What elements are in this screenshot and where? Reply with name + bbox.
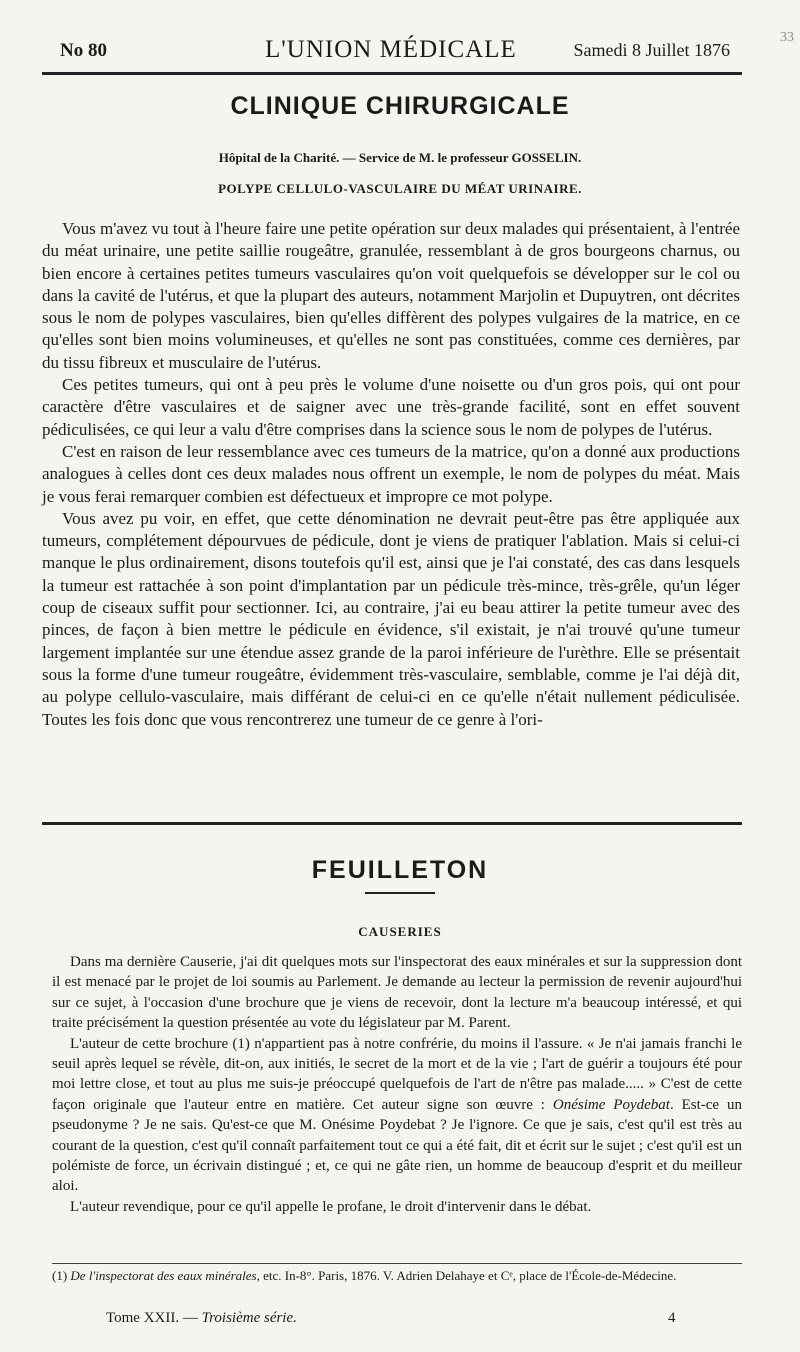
issue-number: No 80: [60, 40, 107, 61]
causeries-heading: CAUSERIES: [358, 924, 442, 939]
article-paragraph: Vous avez pu voir, en effet, que cette dénomination ne devrait peut-être pas être appliquée aux tumeurs, complétement dépourvues de pédicule, dont je viens de pratiquer l'ablation. Mais si celui-ci manque le plus ordinairement, disons toutefois qu'il est, ainsi que je l'ai constaté, des cas dans lesquels la tumeur est rattachée à son point d'implantation par un pédicule très-mince, très-grêle, qu'un léger coup de ciseaux suffit pour sectionner. Ici, au contraire, j'ai eu beau attirer la petite tumeur avec des pinces, de façon à bien mettre le pédicule en évidence, s'il existait, je n'ai trouvé qu'une tumeur largement implantée sur une étendue assez grande de la paroi inférieure de l'urèthre. Elle se présentait sous la forme d'une tumeur rougeâtre, évidemment très-vasculaire, semblable, comme je l'ai déjà dit, au polype cellulo-vasculaire, mais différant de celui-ci en ce qu'elle n'était nullement pédiculisée. Toutes les fois donc que vous rencontrerez une tumeur de ce genre à l'ori-: [42, 508, 740, 729]
feuilleton-paragraph: Dans ma dernière Causerie, j'ai dit quelques mots sur l'inspectorat des eaux minérales et sur la suppression dont il est menacé par le projet de loi soumis au Parlement. Je demande au lecteur la permission de revenir aujourd'hui sur ce sujet, à l'occasion d'une brochure que je viens de recevoir, dont la lecture m'a beaucoup intéressé, et qui traite précisément la question présentée au vote du législateur par M. Parent.: [52, 954, 742, 1032]
article-paragraph: Ces petites tumeurs, qui ont à peu près le volume d'une noisette ou d'un gros pois, qui ont pour caractère d'être vasculaires et de saigner avec une très-grande facilité, sont en effet souvent pédiculisées, ce qui leur a valu d'être comprises dans la science sous le nom de polypes de l'utérus.: [42, 375, 740, 439]
footnote-rule: [52, 1263, 742, 1264]
series-label: Troisième série.: [201, 1310, 297, 1326]
clinique-title: CLINIQUE CHIRURGICALE: [230, 92, 570, 120]
volume-label: Tome XXII. —: [106, 1310, 202, 1326]
article-paragraph: C'est en raison de leur ressemblance avec ces tumeurs de la matrice, qu'on a donné aux productions analogues à celles dont ces deux malades nous offrent un exemple, le nom de polypes du méat. Mais je vous ferai remarquer combien est défectueux et impropre ce mot polype.: [42, 441, 740, 506]
feuilleton-rule: [42, 822, 742, 825]
corner-page-number: 33: [780, 30, 794, 45]
footnote: [52, 1268, 742, 1284]
header-rule: [42, 72, 742, 75]
footnote-marker: (1): [52, 1268, 68, 1283]
issue-date: Samedi 8 Juillet 1876: [573, 40, 730, 60]
feuilleton-paragraph: [52, 1034, 742, 1197]
footnote-title: De l'inspectorat des eaux minérales: [70, 1268, 257, 1283]
page-footer: [106, 1310, 706, 1327]
author-name: Onésime Poydebat: [552, 1096, 670, 1113]
feuilleton-title: FEUILLETON: [311, 856, 489, 884]
title-underline: [365, 892, 435, 894]
sheet-number: 4: [668, 1310, 676, 1326]
feuilleton-paragraph: L'auteur revendique, pour ce qu'il appelle le profane, le droit d'intervenir dans le débat.: [70, 1198, 592, 1215]
paragraph-text: L'auteur de cette brochure (1) n'appartient pas à notre confrérie, du moins il l'assure. « Je n'ai jamais franchi le seuil après lequel se révèle, dit-on, aux initiés, le secret de la mort et de la vie ; l'art de guérir a toujours été pour moi lettre close, et tout au plus me suis-je préoccupé quelquefois de l'art de n'être pas malade..... » C'est de cette façon originale que l'auteur entre en matière. Cet auteur signe son œuvre :: [52, 1035, 742, 1113]
clinique-article: [42, 218, 740, 731]
journal-title: L'UNION MÉDICALE: [265, 36, 517, 63]
article-paragraph: Vous m'avez vu tout à l'heure faire une petite opération sur deux malades qui présentaient, à l'entrée du méat urinaire, une petite saillie rougeâtre, granulée, ressemblant à de gros bourgeons charnus, ou bien encore à certaines petites tumeurs vasculaires qu'on voit quelquefois se développer sur le col ou dans la cavité de l'utérus, et que la plupart des auteurs, notamment Marjolin et Dupuytren, ont décrites sous le nom de polypes vasculaires, bien qu'elles diffèrent des polypes vulgaires de la matrice, en ce qu'elles sont bien moins volumineuses, et qu'elles ne sont pas constituées, comme ces dernières, par du tissu fibreux et musculaire de l'utérus.: [42, 219, 740, 372]
feuilleton-article: [52, 952, 742, 1217]
article-subtitle: POLYPE CELLULO-VASCULAIRE DU MÉAT URINAIRE.: [218, 181, 582, 196]
hospital-line: Hôpital de la Charité. — Service de M. le professeur GOSSELIN.: [218, 150, 582, 165]
masthead: [60, 34, 730, 66]
paragraph-text: . Est-ce un pseudonyme ? Je ne sais. Qu'est-ce que M. Onésime Poydebat ? Je l'ignore. Ce que je sais, c'est qu'il est très au courant de la question, c'est qu'il connaît parfaitement tout ce qui a été fait, dit et écrit sur le sujet ; c'est qu'il est un polémiste de force, un écrivain distingué ; et, ce qui ne gâte rien, un homme de beaucoup d'esprit et du meilleur aloi.: [52, 1096, 742, 1195]
footnote-text: , etc. In-8°. Paris, 1876. V. Adrien Delahaye et Cᵉ, place de l'École-de-Médecine.: [256, 1268, 677, 1283]
